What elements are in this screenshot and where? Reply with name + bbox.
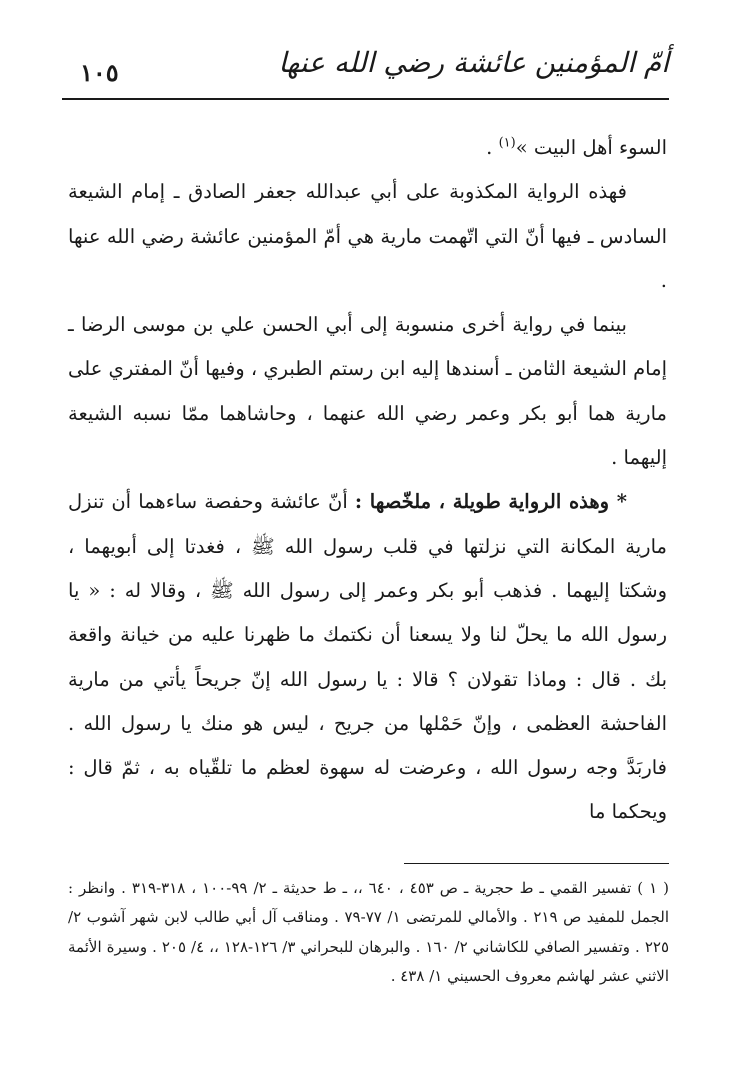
page-header xyxy=(62,38,669,98)
header-rule xyxy=(62,98,669,100)
footnote-rule xyxy=(404,863,669,864)
footnote-1: ( ١ ) تفسير القمي ـ ط حجرية ـ ص ٤٥٣ ، ٦٤٠ ،، ـ ط حديثة ـ ٢/ ٩٩-١٠٠ ، ٣١٨-٣١٩ . وانظر : الجمل للمفيد ص ٢١٩ . والأمالي للمرتضى ١/ ٧٧-٧٩ . ومناقب آل أبي طالب لابن شهر آشوب ٢/ ٢٢٥ . وتفسير الصافي للكاشاني ٢/ ١٦٠ . والبرهان للبحراني ٣/ ١٢٦-١٢٨ ،، ٤/ ٢٠٥ . وسيرة الأئمة الاثني عشر لهاشم معروف الحسيني ١/ ٤٣٨ . xyxy=(68,879,669,986)
paragraph-end: . xyxy=(486,136,499,159)
paragraph xyxy=(68,480,667,834)
main-text xyxy=(68,126,667,835)
running-title: أمّ المؤمنين عائشة رضي الله عنها xyxy=(278,46,669,79)
paragraph: بينما في رواية أخرى منسوبة إلى أبي الحسن علي بن موسى الرضا ـ إمام الشيعة الثامن ـ أسندها إليه ابن رستم الطبري ، وفيها أنّ المفتري على مارية هما أبو بكر وعمر رضي الله عنهما ، وحاشاهما ممّا نسبه الشيعة إليهما . xyxy=(68,313,667,470)
paragraph-heading: * وهذه الرواية طويلة ، ملخّصها : xyxy=(354,490,627,514)
paragraph-text: أنّ عائشة وحفصة ساءهما أن تنزل مارية المكانة التي نزلتها في قلب رسول الله ﷺ ، فغدتا إلى أبويهما ، وشكتا إليهما . فذهب أبو بكر وعمر إلى رسول الله ﷺ ، وقالا له : « يا رسول الله ما يحلّ لنا ولا يسعنا أن نكتمك ما ظهرنا عليه من خيانة واقعة بك . قال : وماذا تقولان ؟ قالا : يا رسول الله إنّ جريحاً يأتي من مارية الفاحشة العظمى ، وإنّ حَمْلها من جريح ، ليس هو منك يا رسول الله . فاربَدَّ وجه رسول الله ، وعرضت له سهوة لعظم ما تلقّياه به ، ثمّ قال : ويحكما ما xyxy=(68,490,667,824)
footnotes xyxy=(68,874,669,992)
paragraph: فهذه الرواية المكذوبة على أبي عبدالله جعفر الصادق ـ إمام الشيعة السادس ـ فيها أنّ التي اتّهمت مارية هي أمّ المؤمنين عائشة رضي الله عنها . xyxy=(68,180,667,292)
paragraph-text: السوء أهل البيت » xyxy=(515,136,667,159)
page-number: ١٠٥ xyxy=(80,58,119,87)
footnote-reference[interactable]: (١) xyxy=(498,135,516,151)
paragraph-continuation xyxy=(68,126,667,170)
